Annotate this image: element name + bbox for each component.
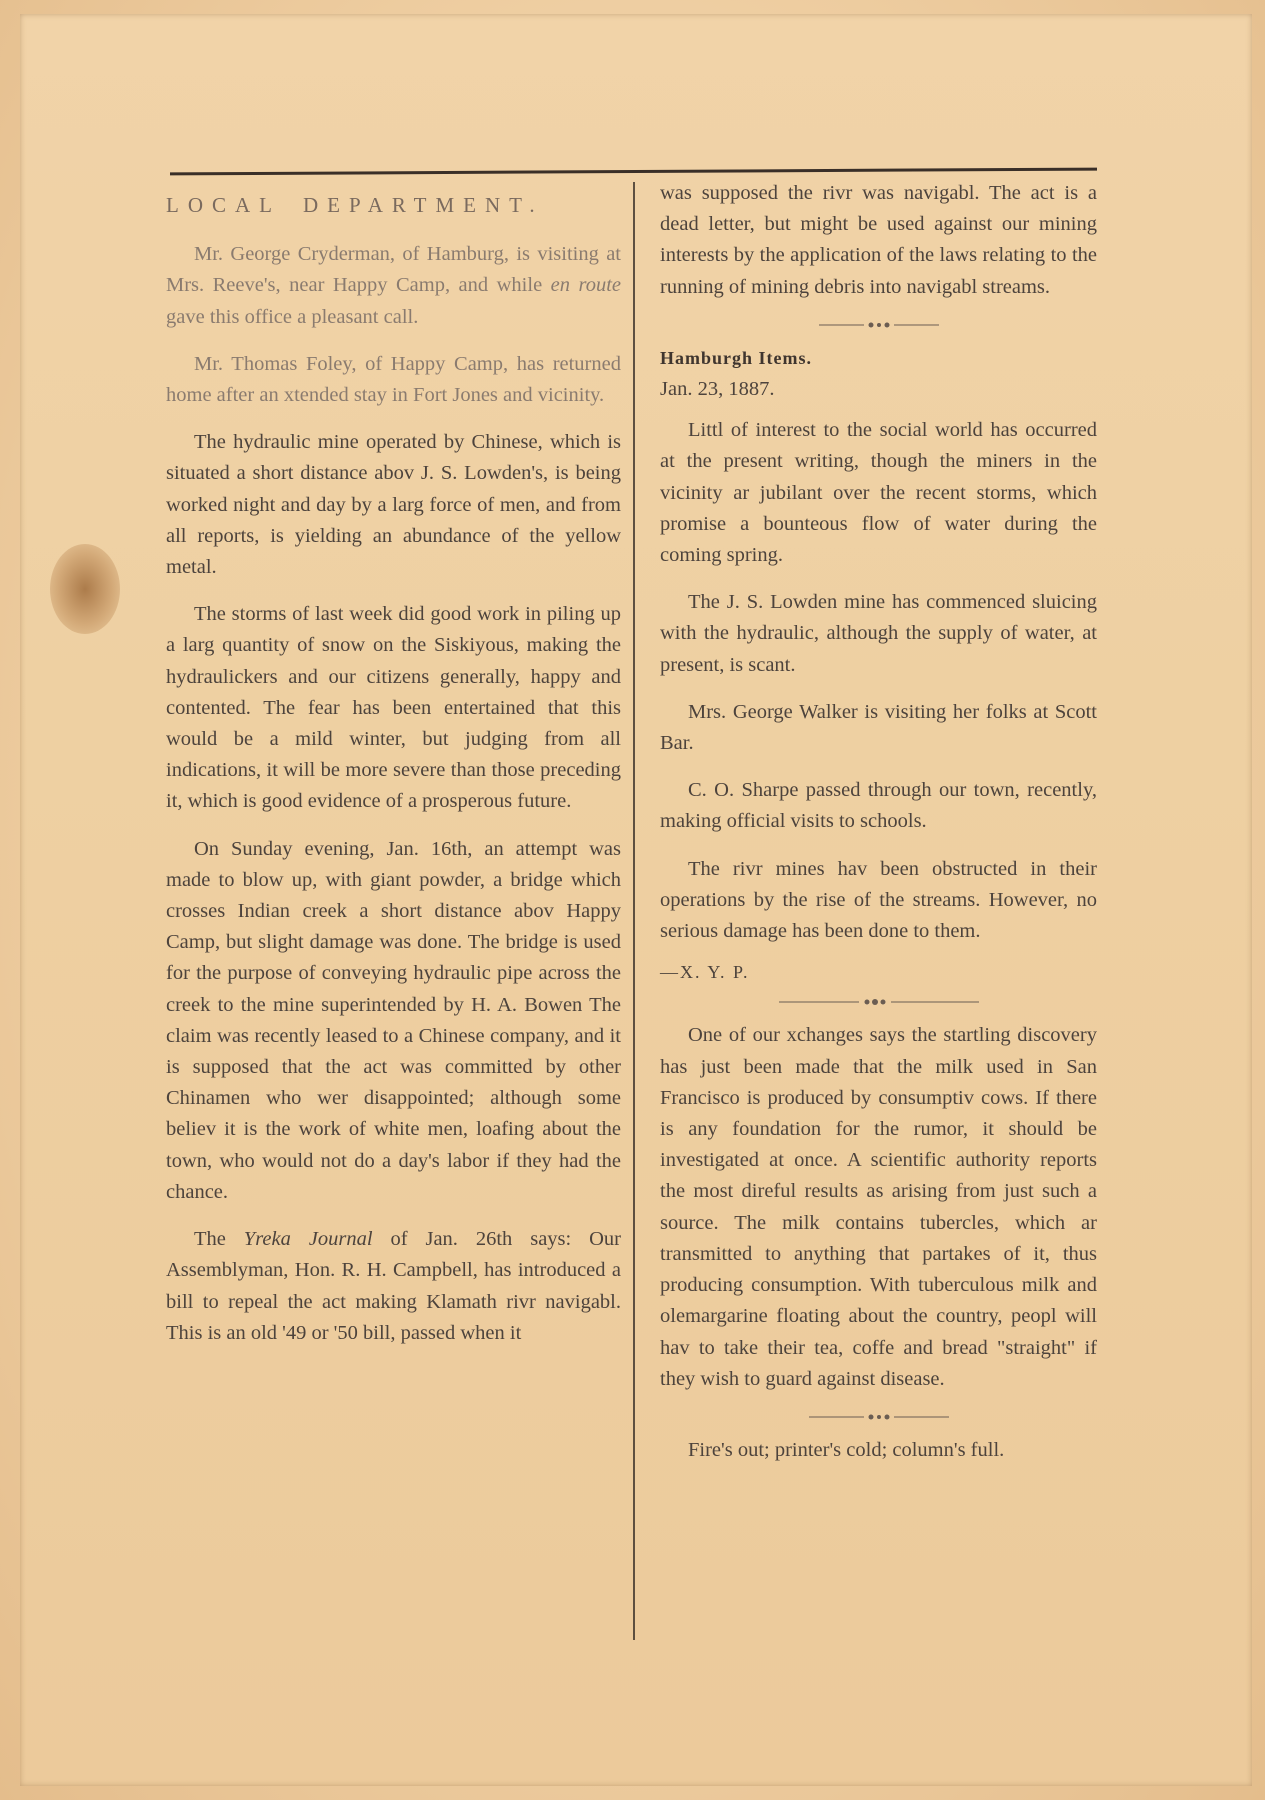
section-heading <box>166 190 621 221</box>
column-divider <box>633 182 635 1640</box>
left-column <box>166 190 621 1365</box>
paragraph-continued: was supposed the rivr was navigabl. The act is a dead letter, but might be used against our mining interests by the application of the laws relating to the running of mining debris into navigabl streams. <box>660 182 1097 298</box>
dateline: Jan. 23, 1887. <box>660 378 775 401</box>
paper-stain <box>50 544 120 634</box>
italic-en-route: en route <box>550 274 622 297</box>
italic-yreka-journal: Yreka Journal <box>243 1228 373 1251</box>
paragraph-rivr-mines: The rivr mines hav been obstructed in their operations by the rise of the streams. However, no serious damage has been done to them. <box>660 857 1097 943</box>
subhead-hamburgh-items: Hamburgh Items. <box>660 347 813 368</box>
ornament-divider <box>660 319 1097 333</box>
paragraph-cryderman: Mr. George Cryderman, of Hamburg, is visiting at Mrs. Reeve's, near Happy Camp, and while en route gave this office a pleasant call. <box>166 243 622 328</box>
paragraph-closing: Fire's out; printer's cold; column's full. <box>688 1438 1005 1461</box>
paragraph-milk: One of our xchanges says the startling discovery has just been made that the milk used in San Francisco is produced by consumptiv cows. If there is any foundation for the rumor, it should be investigated at once. A scientific authority reports the most direful results as arising from just such a source. The milk contains tubercles, which ar transmitted to anything that partakes of it, thus producing consumption. With tuberculous milk and olemargarine floating about the country, peopl will hav to take their tea, coffe and bread "straight" if they wish to guard against disease. <box>660 1024 1097 1390</box>
heading-word-local: LOCAL <box>166 193 281 217</box>
paragraph-hydraulic-mine: The hydraulic mine operated by Chinese, which is situated a short distance abov J. S. Lowden's, is being worked night and day by a larg force of men, and from all reports, is yielding an abundance of the yellow metal. <box>166 431 621 579</box>
heading-word-department: DEPARTMENT. <box>303 193 544 217</box>
signature: —X. Y. P. <box>660 962 750 983</box>
paragraph-bridge: On Sunday evening, Jan. 16th, an attempt was made to blow up, with giant powder, a bridge which crosses Indian creek a short distance abov Happy Camp, but slight damage was done. The bridge is used for the purpose of conveying hydraulic pipe across the creek to the mine superintended by H. A. Bowen The claim was recently leased to a Chinese company, and it is supposed that the act was committed by other Chinamen who wer disappointed; although some believ it is the work of white men, loafing about the town, who would not do a day's labor if they had the chance. <box>166 837 621 1203</box>
paragraph-walker: Mrs. George Walker is visiting her folks at Scott Bar. <box>660 700 1097 755</box>
paragraph-foley: Mr. Thomas Foley, of Happy Camp, has returned home after an xtended stay in Fort Jones and vicinity. <box>166 352 621 407</box>
paragraph-social-world: Littl of interest to the social world has occurred at the present writing, though the miners in the vicinity ar jubilant over the recent storms, which promise a bounteous flow of water during the coming spring. <box>660 419 1097 567</box>
paragraph-yreka-journal: The Yreka Journal of Jan. 26th says: Our Assemblyman, Hon. R. H. Campbell, has introduced a bill to repeal the act making Klamath rivr navigabl. This is an old '49 or '50 bill, passed when it <box>166 1228 622 1344</box>
right-column <box>660 178 1097 1482</box>
ornament-divider-2 <box>660 996 1097 1010</box>
ornament-divider-3 <box>660 1411 1097 1425</box>
paragraph-storms: The storms of last week did good work in piling up a larg quantity of snow on the Siskiyous, making the hydraulickers and our citizens generally, happy and contented. The fear has been entertained that this would be a mild winter, but judging from all indications, it will be more severe than those preceding it, which is good evidence of a prosperous future. <box>166 603 621 813</box>
paragraph-sharpe: C. O. Sharpe passed through our town, recently, making official visits to schools. <box>660 779 1097 833</box>
paragraph-lowden-mine: The J. S. Lowden mine has commenced sluicing with the hydraulic, although the supply of water, at present, is scant. <box>660 591 1097 676</box>
